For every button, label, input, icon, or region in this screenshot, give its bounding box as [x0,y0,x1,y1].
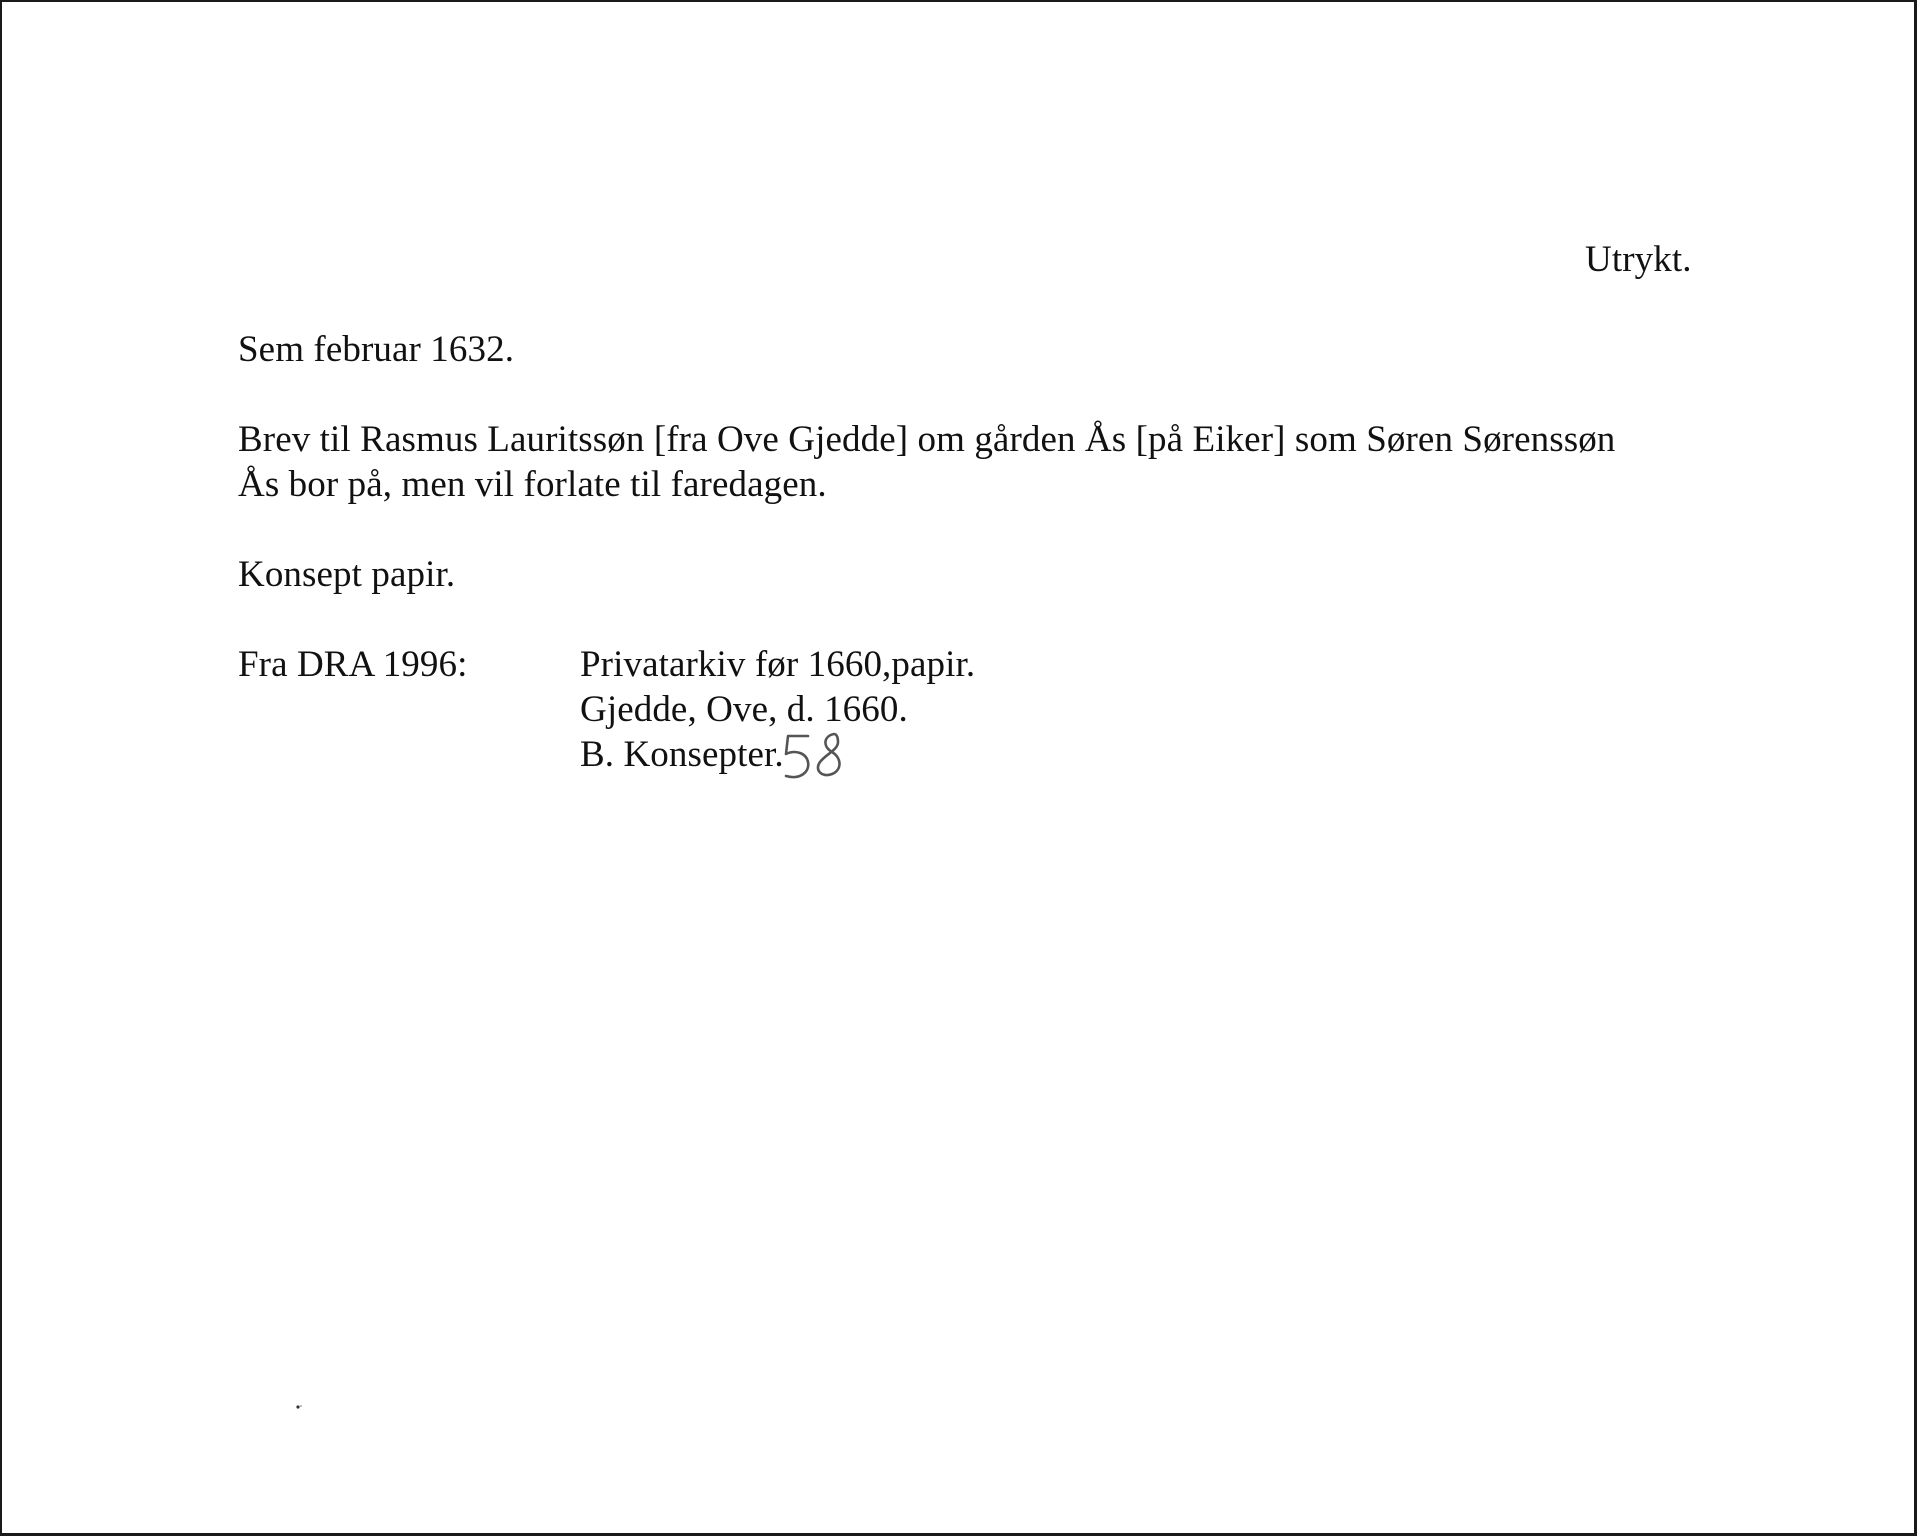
medium-note: Konsept papir. [238,554,456,595]
place-date-line: Sem februar 1632. [238,329,515,370]
source-ref-2: Gjedde, Ove, d. 1660. [580,689,908,730]
source-label: Fra DRA 1996: [238,644,468,685]
source-ref-1: Privatarkiv før 1660,papir. [580,644,976,685]
publication-status: Utrykt. [1585,239,1692,280]
source-ref-3: B. Konsepter. [580,734,784,775]
handwritten-folio-number [780,724,890,786]
ink-speck [296,1405,302,1409]
summary-line-1: Brev til Rasmus Lauritssøn [fra Ove Gjedde] om gården Ås [på Eiker] som Søren Sørenssøn [238,419,1616,460]
summary-line-2: Ås bor på, men vil forlate til faredagen. [238,464,827,505]
